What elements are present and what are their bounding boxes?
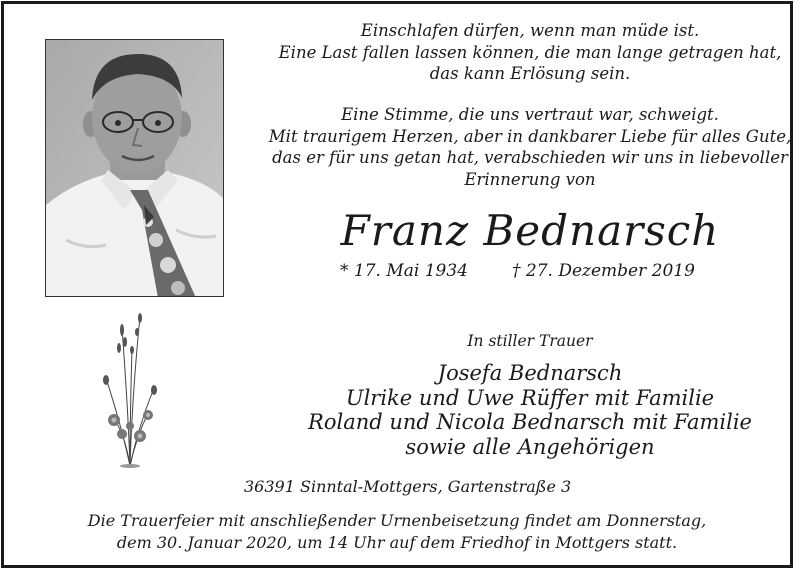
mourner: Roland und Nicola Bednarsch mit Familie [308, 410, 752, 434]
funeral-notice [0, 510, 794, 554]
birth-date: * 17. Mai 1934 [340, 261, 468, 281]
death-date: † 27. Dezember 2019 [512, 261, 695, 281]
mourner: Ulrike und Uwe Rüffer mit Familie [345, 385, 715, 410]
mourner: Josefa Bednarsch [437, 361, 623, 385]
poem-line: das kann Erlösung sein. [429, 64, 631, 83]
poem-line: Erinnerung von [464, 169, 596, 189]
poem-line: Eine Last fallen lassen können, die man lange getragen hat, [278, 42, 782, 62]
funeral-notice-line: dem 30. Januar 2020, um 14 Uhr auf dem Friedhof in Mottgers statt. [116, 533, 678, 552]
funeral-notice-line: Die Trauerfeier mit anschließender Urnenbeisetzung findet am Donnerstag, [87, 511, 707, 530]
poem-line: Eine Stimme, die uns vertraut war, schweigt. [341, 105, 719, 124]
mourner: sowie alle Angehörigen [405, 434, 655, 459]
poem-line: Einschlafen dürfen, wenn man müde ist. [360, 21, 700, 40]
mourners-list [250, 361, 800, 459]
poem-line: Mit traurigem Herzen, aber in dankbarer Liebe für alles Gute, [268, 126, 792, 146]
dried-flowers-illustration [92, 308, 172, 472]
mourning-intro: In stiller Trauer [467, 332, 593, 350]
portrait-photo [45, 39, 224, 297]
poem-line: das er für uns getan hat, verabschieden wir uns in liebevoller [272, 148, 788, 167]
poem-verse-1 [250, 20, 800, 85]
deceased-name: Franz Bednarsch [340, 206, 720, 255]
family-address: 36391 Sinntal-Mottgers, Gartenstraße 3 [244, 477, 572, 496]
poem-verse-2 [250, 104, 800, 190]
